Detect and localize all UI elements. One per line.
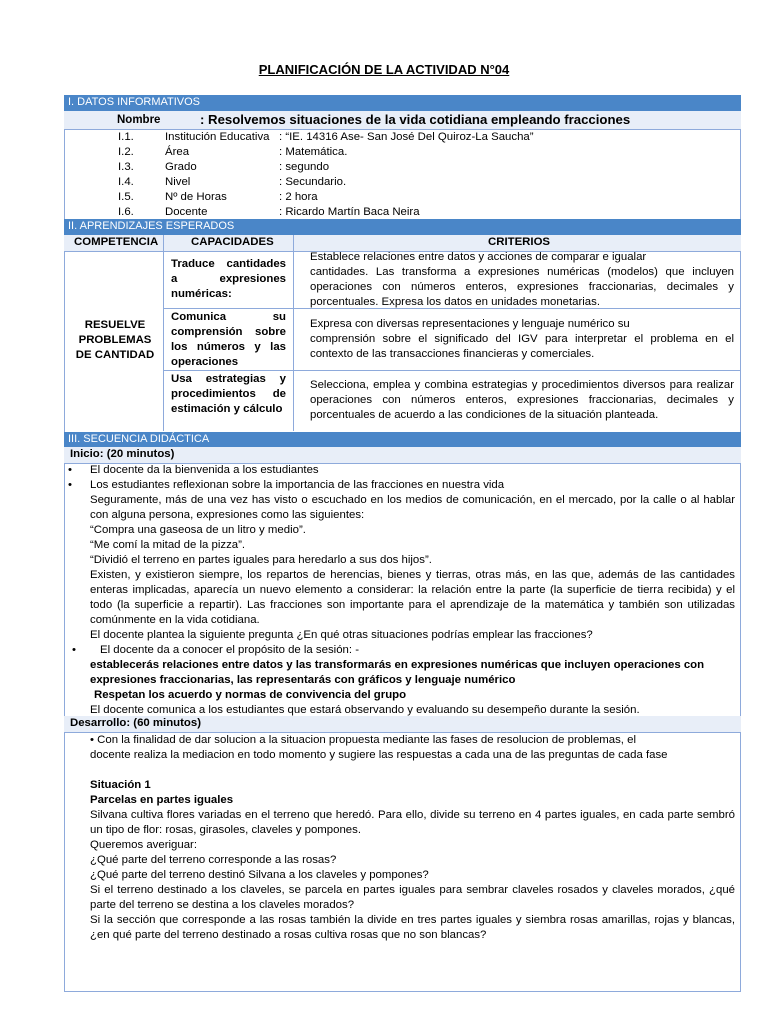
list-item: • El docente da la bienvenida a los estudiantes (68, 464, 319, 476)
situacion-title: Situación 1 (90, 779, 151, 791)
datos-list: I.1. Institución Educativa : “IE. 14316 Ase- San José Del Quiroz-La Saucha” I.2. Área : Matemática. I.3. Grado : segundo I.4. Nivel : Secundario. I.5. Nº de Horas : 2 hora I.6. Docente : Ricardo Martín Baca Neira (118, 131, 534, 218)
col-capacidades: CAPACIDADES (191, 236, 274, 248)
capacidad-cell: Usa estrategias y procedimientos de estimación y cálculo (171, 373, 286, 415)
list-item: • El docente da a conocer el propósito de la sesión: - (72, 644, 359, 656)
capacidad-cell: Traduce cantidades a expresiones numéricas: (171, 258, 286, 300)
situacion-subtitle: Parcelas en partes iguales (90, 794, 234, 806)
nombre-value: : Resolvemos situaciones de la vida cotidiana empleando fracciones (200, 112, 631, 127)
desarrollo-content: • Con la finalidad de dar solucion a la situacion propuesta mediante las fases de resolucion de problemas, el docente realiza la mediacion en todo momento y sugiere las respuestas a cada una de las preguntas de cada fase Situación 1 Parcelas en partes iguales Silvana cultiva flores variadas en el terreno que heredó. Para ello, divide su terreno en 4 partes iguales, en cada parte sembró un tipo de flor: rosas, girasoles, claveles y pompones. Queremos averiguar: ¿Qué parte del terreno corresponde a las rosas? ¿Qué parte del terreno destinó Silvana a los claveles y pompones? Si el terreno destinado a los claveles, se parcela en partes iguales para sembrar claveles rosados y claveles morados, ¿qué parte del terreno se destina a los claveles morados? Si la sección que corresponde a las rosas también la divide en tres partes iguales y siembra rosas amarillas, rojas y blancas, ¿en qué parte del terreno destinado a rosas cultiva rosas que no son blancas? (90, 734, 735, 941)
inicio-content: • El docente da la bienvenida a los estudiantes • Los estudiantes reflexionan sobre la importancia de las fracciones en nuestra vida Seguramente, más de una vez has visto o escuchado en los medios de comunicación, en el mercado, por la calle o al hablar con alguna persona, expresiones como las siguientes: “Compra una gaseosa de un litro y medio”. “Me comí la mitad de la pizza”. “Dividió el terreno en partes iguales para heredarlo a sus dos hijos”. Existen, y existieron siempre, los repartos de herencias, bienes y tierras, otras más, en las que, además de las cantidades enteras implicadas, aparecía un nuevo elemento a considerar: la relación entre la parte (la superficie de tierra recibida) y el todo (la superficie a repartir). Las fracciones son importante para el aprendizaje de la matemática y también son utilizadas comúnmente en la vida cotidiana. El docente plantea la siguiente pregunta ¿En qué otras situaciones podrías emplear las fracciones? • El docente da a conocer el propósito de la sesión: - establecerás relaciones entre datos y las transformarás en expresiones numéricas que incluyen operaciones con expresiones fraccionarias, las representarás con gráficos y lenguaje numérico Respetan los acuerdo y normas de convivencia del grupo El docente comunica a los estudiantes que estará observando y evaluando su desempeño durante la sesión. (68, 464, 735, 716)
desarrollo-label: Desarrollo: (60 minutos) (64, 716, 741, 732)
list-item: • Los estudiantes reflexionan sobre la importancia de las fracciones en nuestra vida (68, 479, 505, 491)
competencia-cell: RESUELVE PROBLEMAS DE CANTIDAD (75, 319, 155, 361)
section-datos-header: I. DATOS INFORMATIVOS (64, 95, 741, 111)
section-secuencia-header: III. SECUENCIA DIDÁCTICA (64, 432, 741, 448)
col-criterios: CRITERIOS (488, 236, 551, 248)
col-competencia: COMPETENCIA (74, 236, 159, 248)
inicio-label: Inicio: (20 minutos) (64, 447, 741, 463)
section-aprendizajes-header: II. APRENDIZAJES ESPERADOS (64, 219, 741, 235)
nombre-label: Nombre (117, 114, 161, 126)
capacidad-cell: Comunica su comprensión sobre los números y las operaciones (171, 311, 286, 368)
criterio-cell: Expresa con diversas representaciones y lenguaje numérico su comprensión sobre el significado del IGV para interpretar el problema en el contexto de las transacciones financieras y comerciales. (310, 318, 734, 360)
criterio-cell: Selecciona, emplea y combina estrategias y procedimientos diversos para realizar operaciones con números enteros, expresiones fraccionarias, decimales y porcentuales de acuerdo a las condiciones de la situación planteada. (310, 379, 734, 421)
document-title: PLANIFICACIÓN DE LA ACTIVIDAD N°04 (258, 62, 510, 77)
aprendizajes-header-row (64, 235, 741, 251)
criterio-cell: Establece relaciones entre datos y acciones de comparar e igualar cantidades. Las transforma a expresiones numéricas (modelos) que incluyen operaciones con números enteros, expresiones fraccionarias, decimales y porcentuales. Expresa los datos en unidades monetarias. (310, 251, 734, 308)
nombre-row (64, 111, 741, 129)
